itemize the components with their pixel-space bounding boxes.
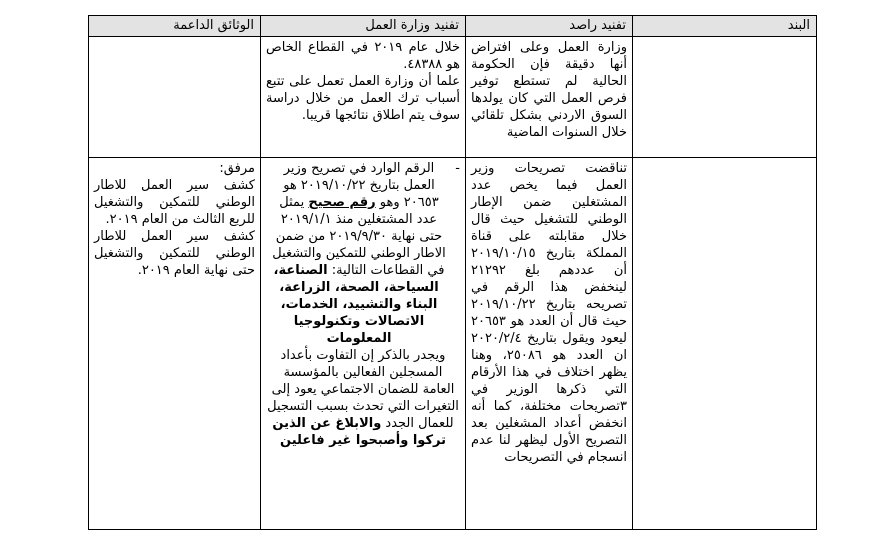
bold-run: والابلاغ عن الذين تركوا وأصبحوا غير فاعلين xyxy=(272,416,446,448)
cell-row2-docs xyxy=(89,158,261,530)
cell-row1-rased xyxy=(466,37,633,158)
docs-paragraph: كشف سير العمل للاطار الوطني للتمكين والتشغيل للربع الثالث من العام ٢٠١٩. xyxy=(94,178,255,227)
cell-row1-mol xyxy=(261,37,466,158)
text-run: الرقم الوارد في تصريح وزير العمل بتاريخ ٢٠١٩/١٠/٢٢ هو ٢٠٦٥٣ وهو xyxy=(283,161,439,210)
docs-paragraph: مرفق: xyxy=(219,161,255,176)
mol-list-item xyxy=(266,160,460,347)
cell-row2-rased xyxy=(466,158,633,530)
cell-row1-docs xyxy=(89,37,261,158)
bold-run: الصناعة، السياحة، الصحة، الزراعة، البناء والتشييد، الخدمات، الاتصالات وتكنولوجيا المعلومات xyxy=(273,263,439,346)
bold-underline-run: رقم صحيح xyxy=(308,195,376,210)
rased-statement: تناقضت تصريحات وزير العمل فيما يخص عدد المشتغلين ضمن الإطار الوطني للتشغيل حيث قال خلال مقابلته على قناة المملكة بتاريخ ٢٠١٩/١٠/١٥ أن عددهم بلغ ٢١٢٩٢ لينخفض هذا الرقم في تصريحه بتاريخ ٢٠١٩/١٠/٢٢ حيث قال أن العدد هو ٢٠٦٥٣ ليعود ويقول بتاريخ ٢٠٢٠/٢/٤ ان العدد هو ٢٥٠٨٦، وهنا يظهر اختلاف في هذا الأرقام التي ذكرها الوزير في ٣تصريحات مختلفة، كما أنه انخفض أعداد المشغلين بعد التصريح الأول ليظهر لنا عدم انسجام في التصريحات xyxy=(471,161,627,465)
mol-note xyxy=(266,347,460,449)
header-rased: تفنيد راصد xyxy=(466,16,633,37)
mol-paragraph xyxy=(272,160,446,347)
mol-paragraph xyxy=(267,347,459,449)
cell-row2-item xyxy=(633,158,817,530)
cell-row1-item xyxy=(633,37,817,158)
list-dash-marker: - xyxy=(455,161,460,176)
header-mol: تفنيد وزارة العمل xyxy=(261,16,466,37)
text-run: ويجدر بالذكر إن التفاوت بأعداد المسجلين الفعالين بالمؤسسة العامة للضمان الاجتماعي يعود إلى التغيرات التي تحدث بسبب التسجيل للعمال الجدد xyxy=(267,348,459,431)
cell-row2-mol xyxy=(261,158,466,530)
table-row xyxy=(89,37,817,158)
header-row xyxy=(89,16,817,37)
mol-paragraph: خلال عام ٢٠١٩ في القطاع الخاص هو ٤٨٣٨٨. xyxy=(266,40,460,72)
docs-paragraph: كشف سير العمل للاطار الوطني للتمكين والتشغيل حتى نهاية العام ٢٠١٩. xyxy=(94,229,255,278)
rased-statement: وزارة العمل وعلى افتراض أنها دقيقة فإن الحكومة الحالية لم تستطع توفير فرص العمل التي كان يولدها السوق الاردني بشكل تلقائي خلال السنوات الماضية xyxy=(471,40,627,140)
header-item: البند xyxy=(633,16,817,37)
table-row xyxy=(89,158,817,530)
fact-check-table xyxy=(88,15,817,530)
mol-paragraph: علما أن وزارة العمل تعمل على تتبع أسباب ترك العمل من خلال دراسة سوف يتم اطلاق نتائجها قريبا. xyxy=(266,74,460,123)
header-docs: الوثائق الداعمة xyxy=(89,16,261,37)
text-run: يمثل عدد المشتغلين منذ ٢٠١٩/١/١ حتى نهاية ٢٠١٩/٩/٣٠ من ضمن الاطار الوطني للتمكين والتشغيل في القطاعات التالية: xyxy=(272,195,446,278)
